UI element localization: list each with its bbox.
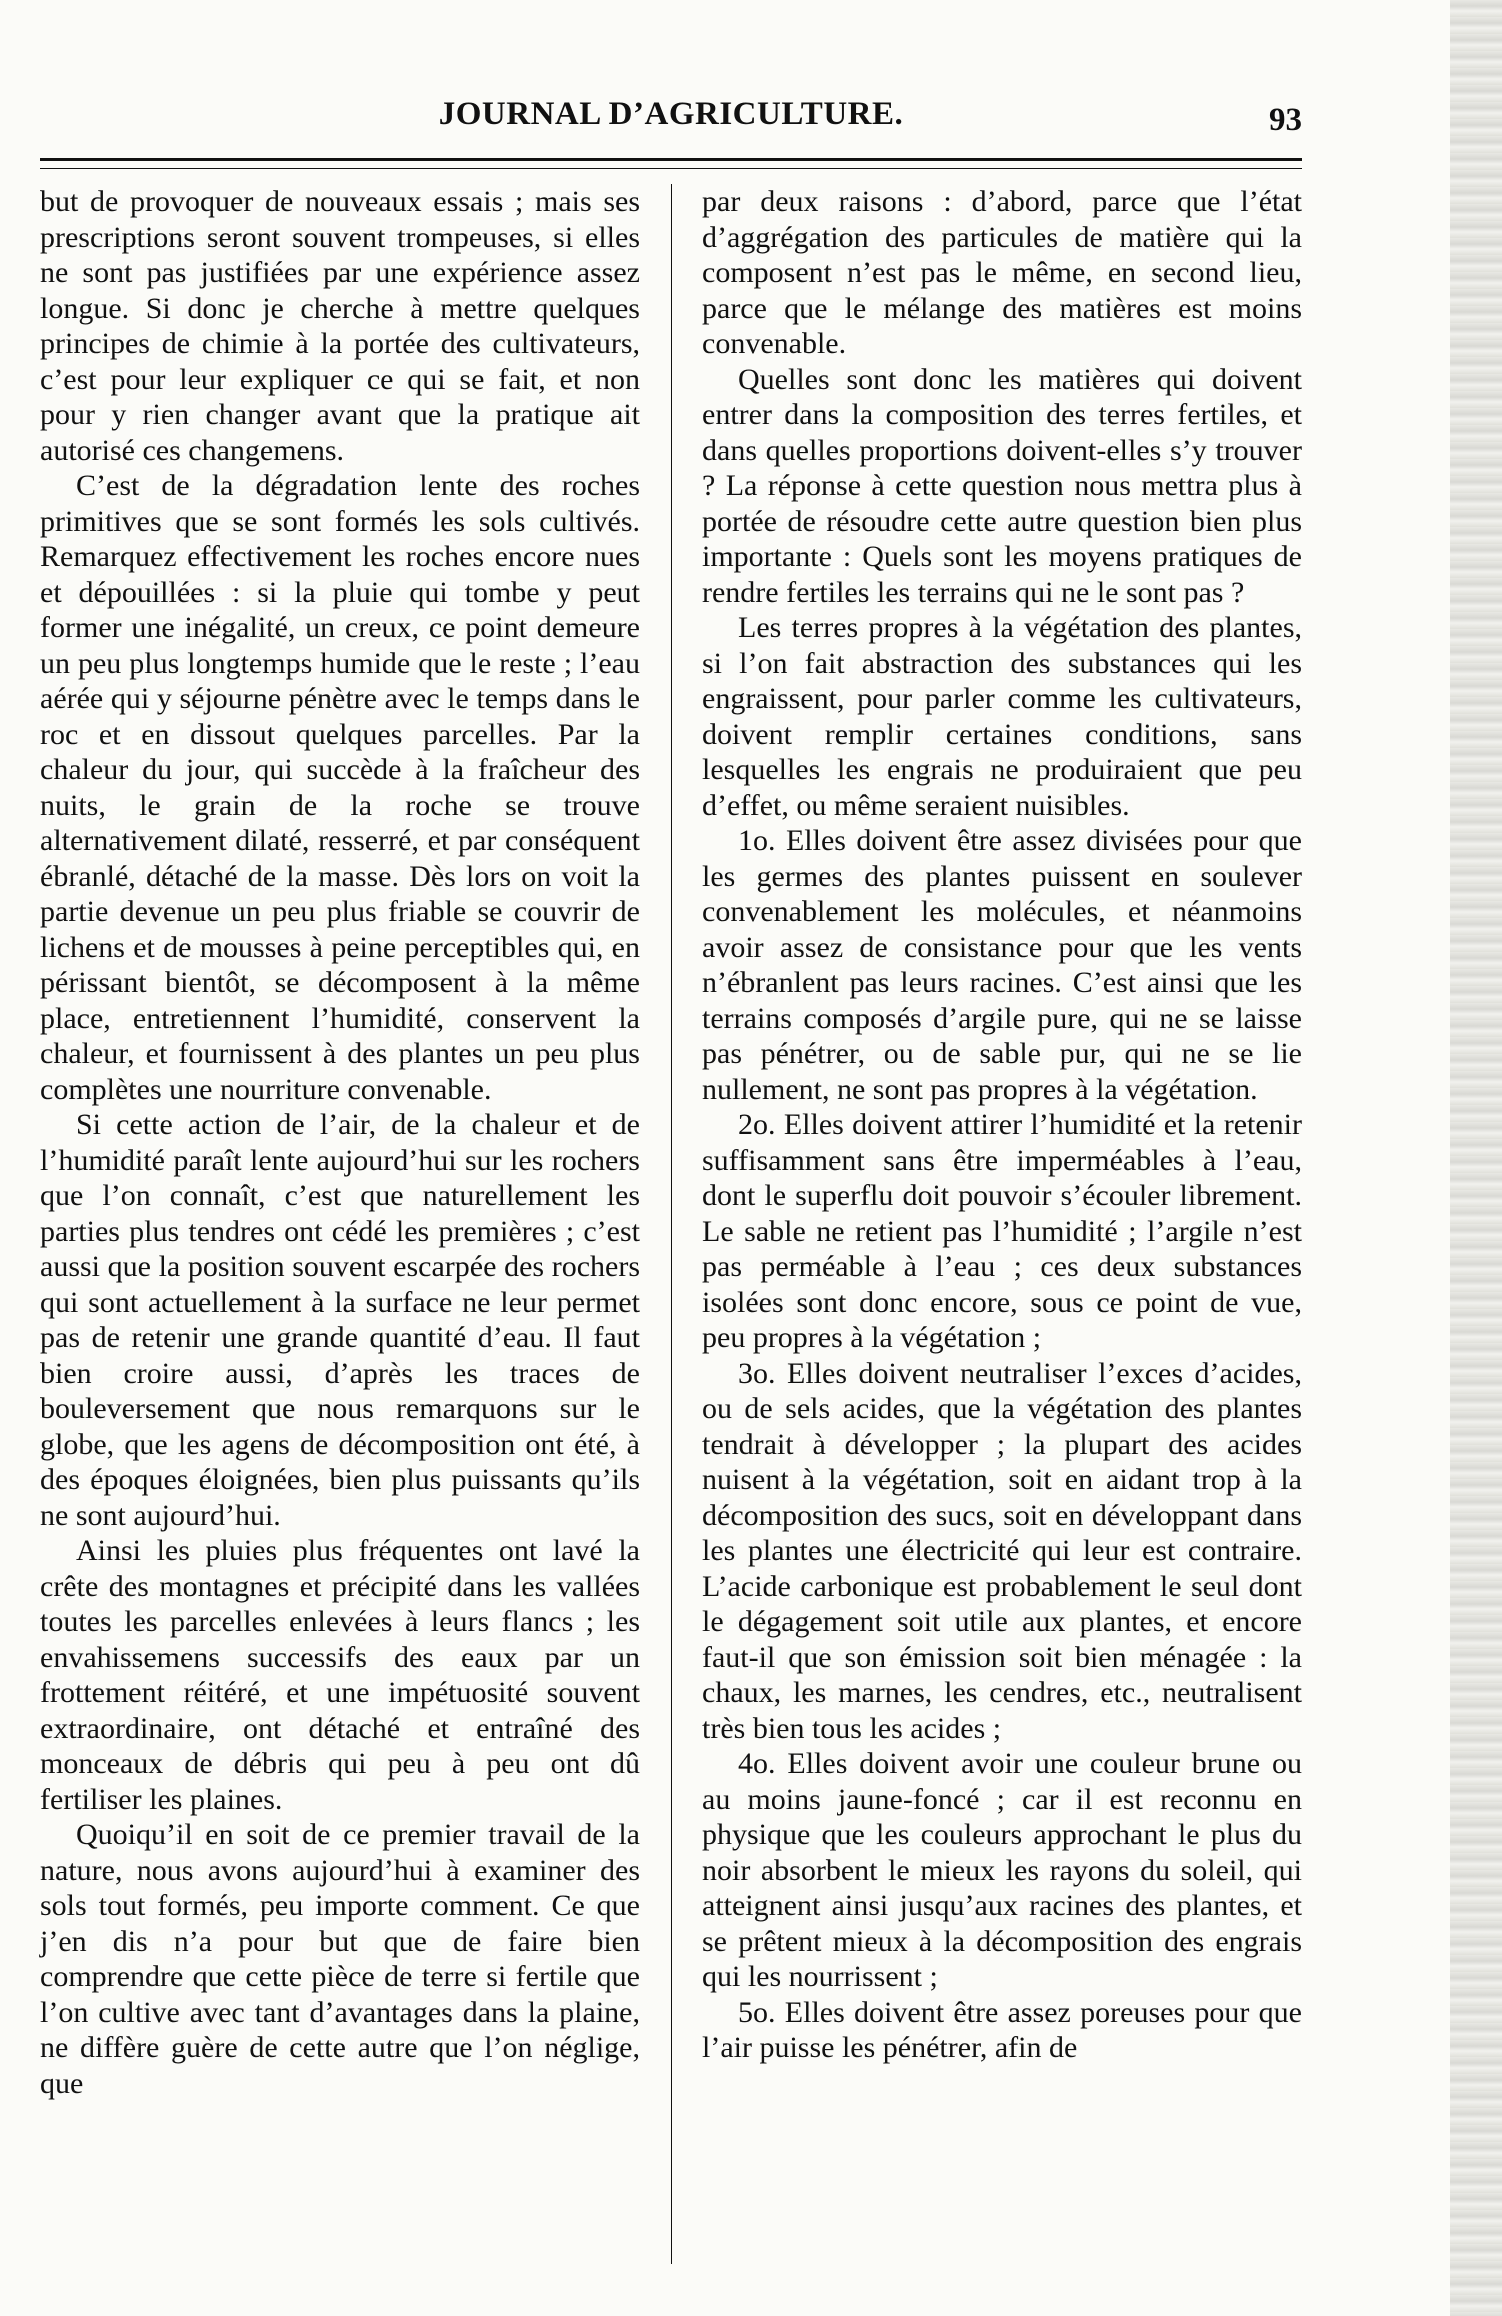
right-paragraph: Les terres propres à la végétation des plantes, si l’on fait abstraction des substances qui les engraissent, pour parler comme les cultivateurs, doivent remplir certaines conditions, sans lesquelles les engrais ne produiraient que peu d’effet, ou même seraient nuisibles. <box>702 611 1302 822</box>
right-paragraph: 1o. Elles doivent être assez divisées pour que les germes des plantes puissent en soulever convenablement les molécules, et néanmoins avoir assez de consistance pour que les vents n’ébranlent pas leurs racines. C’est ainsi que les terrains composés d’argile pure, qui ne se laisse pas pénétrer, ou de sable pur, qui ne se lie nullement, ne sont pas propres à la végétation. <box>702 824 1302 1106</box>
right-paragraph: 2o. Elles doivent attirer l’humidité et la retenir suffisamment sans être imperméables à l’eau, dont le superflu doit pouvoir s’écouler librement. Le sable ne retient pas l’humidité ; l’argile n’est pas perméable à l’eau ; ces deux substances isolées sont donc encore, sous ce point de vue, peu propres à la végétation ; <box>702 1108 1302 1354</box>
right-column <box>702 184 1302 2066</box>
left-paragraph: C’est de la dégradation lente des roches primitives que se sont formés les sols cultivés. Remarquez effectivement les roches encore nues et dépouillées : si la pluie qui tombe y peut former une inégalité, un creux, ce point demeure un peu plus longtemps humide que le reste ; l’eau aérée qui y séjourne pénètre avec le temps dans le roc et en dissout quelques parcelles. Par la chaleur du jour, qui succède à la fraîcheur des nuits, le grain de la roche se trouve alternativement dilaté, resserré, et par conséquent ébranlé, détaché de la masse. Dès lors on voit la partie devenue un peu plus friable se couvrir de lichens et de mousses à peine perceptibles qui, en périssant bientôt, se décomposent à la même place, entretiennent l’humidité, conservent la chaleur, et fournissent à des plantes un peu plus complètes une nourriture convenable. <box>40 469 640 1106</box>
page-number: 93 <box>1269 102 1302 138</box>
header-rule-secondary <box>40 168 1302 169</box>
page-header <box>40 96 1302 156</box>
left-paragraph: but de provoquer de nouveaux essais ; mais ses prescriptions seront souvent trompeuses, si elles ne sont pas justifiées par une expérience assez longue. Si donc je cherche à mettre quelques principes de chimie à la portée des cultivateurs, c’est pour leur expliquer ce qui se fait, et non pour y rien changer avant que la pratique ait autorisé ces changemens. <box>40 185 640 467</box>
page-edge-texture <box>1450 0 1502 2316</box>
left-column <box>40 184 640 2101</box>
journal-title: JOURNAL D’AGRICULTURE. <box>438 96 904 132</box>
left-paragraph: Si cette action de l’air, de la chaleur et de l’humidité paraît lente aujourd’hui sur les rochers que l’on connaît, c’est que naturellement les parties plus tendres ont cédé les premières ; c’est aussi que la position souvent escarpée des rochers qui sont actuellement à la surface ne leur permet pas de retenir une grande quantité d’eau. Il faut bien croire aussi, d’après les traces de bouleversement que nous remarquons sur le globe, que les agens de décomposition ont été, à des époques éloignées, bien plus puissants qu’ils ne sont aujourd’hui. <box>40 1108 640 1532</box>
right-paragraph: par deux raisons : d’abord, parce que l’état d’aggrégation des particules de matière qui la composent n’est pas le même, en second lieu, parce que le mélange des matières est moins convenable. <box>702 185 1302 360</box>
article-columns <box>40 184 1302 2284</box>
left-paragraph: Ainsi les pluies plus fréquentes ont lavé la crête des montagnes et précipité dans les vallées toutes les parcelles enlevées à leurs flancs ; les envahissemens successifs des eaux par un frottement réitéré, et une impétuosité souvent extraordinaire, ont détaché et entraîné des monceaux de débris qui peu à peu ont dû fertiliser les plaines. <box>40 1534 640 1816</box>
right-paragraph: Quelles sont donc les matières qui doivent entrer dans la composition des terres fertiles, et dans quelles proportions doivent-elles s’y trouver ? La réponse à cette question nous mettra plus à portée de résoudre cette autre question bien plus importante : Quels sont les moyens pratiques de rendre fertiles les terrains qui ne le sont pas ? <box>702 362 1302 609</box>
right-paragraph: 3o. Elles doivent neutraliser l’exces d’acides, ou de sels acides, que la végétation des plantes tendrait à développer ; la plupart des acides nuisent à la végétation, soit en aidant trop à la décomposition des sucs, soit en développant dans les plantes une électricité qui leur est contraire. L’acide carbonique est probablement le seul dont le dégagement soit utile aux plantes, et encore faut-il que son émission soit bien ménagée : la chaux, les marnes, les cendres, etc., neutralisent très bien tous les acides ; <box>702 1356 1302 1745</box>
left-paragraph: Quoiqu’il en soit de ce premier travail de la nature, nous avons aujourd’hui à examiner des sols tout formés, peu importe comment. Ce que j’en dis n’a pour but que de faire bien comprendre que cette pièce de terre si fertile que l’on cultive avec tant d’avantages dans la plaine, ne diffère guère de cette autre que l’on néglige, que <box>40 1818 640 2100</box>
header-rule <box>40 158 1302 161</box>
right-paragraph: 5o. Elles doivent être assez poreuses pour que l’air puisse les pénétrer, afin de <box>702 1995 1302 2064</box>
column-divider <box>671 184 672 2264</box>
right-paragraph: 4o. Elles doivent avoir une couleur brune ou au moins jaune-foncé ; car il est reconnu en physique que les couleurs approchant le plus du noir absorbent le mieux les rayons du soleil, qui atteignent ainsi jusqu’aux racines des plantes, et se prêtent mieux à la décomposition des engrais qui les nourrissent ; <box>702 1747 1302 1993</box>
